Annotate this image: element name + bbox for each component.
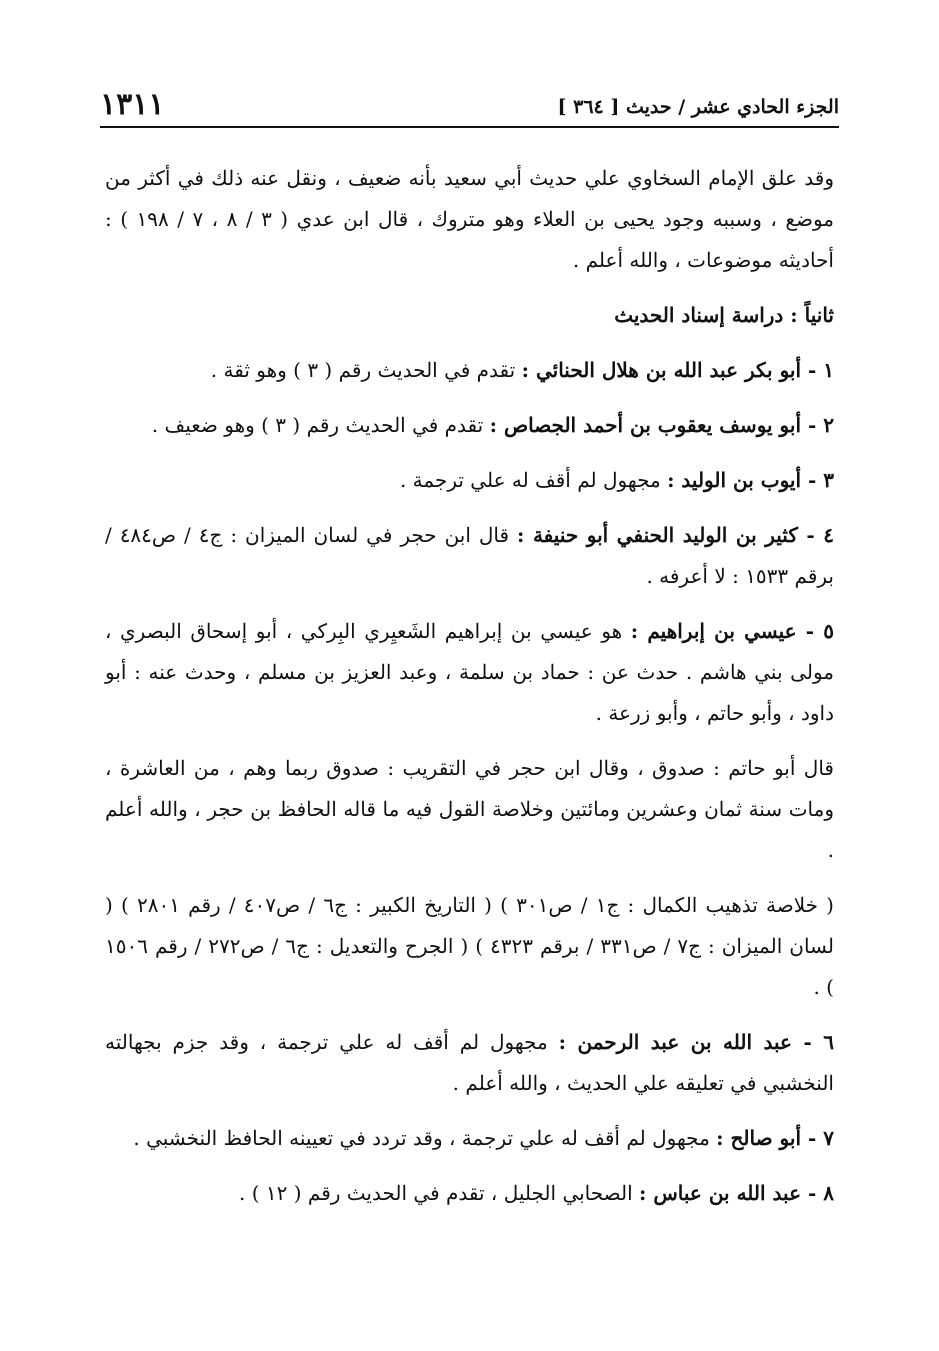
header-rule (100, 126, 839, 128)
narrator-entry (105, 1173, 834, 1214)
narrator-name: ٤ - كثير بن الوليد الحنفي أبو حنيفة : (517, 523, 834, 547)
narrator-name: ٧ - أبو صالح : (716, 1126, 834, 1150)
narrator-name: ٢ - أبو يوسف يعقوب بن أحمد الجصاص : (489, 413, 834, 437)
narrator-entry (105, 611, 834, 734)
narrator-name: ٨ - عبد الله بن عباس : (639, 1181, 834, 1205)
running-title: الجزء الحادي عشر / حديث [ ٣٦٤ ] (557, 96, 839, 118)
grading-paragraph: قال أبو حاتم : صدوق ، وقال ابن حجر في التقريب : صدوق ربما وهم ، من العاشرة ، ومات سنة ثمان وعشرين ومائتين وخلاصة القول فيه ما قاله الحافظ بن حجر ، والله أعلم . (105, 756, 834, 862)
section-heading: ثانياً : دراسة إسناد الحديث (614, 303, 834, 327)
narrator-text: مجهول لم أقف له علي ترجمة . (399, 468, 668, 492)
narrator-entry (105, 1118, 834, 1159)
page-number: ١٣١١ (100, 87, 165, 122)
intro-paragraph: وقد علق الإمام السخاوي علي حديث أبي سعيد بأنه ضعيف ، ونقل عنه ذلك في أكثر من موضع ، وسببه وجود يحيى بن العلاء وهو متروك ، قال ابن عدي ( ٣ / ٨ ، ٧ / ١٩٨ ) : أحاديثه موضوعات ، والله أعلم . (105, 166, 835, 272)
narrator-entry (105, 405, 834, 446)
narrator-text: مجهول لم أقف له علي ترجمة ، وقد تردد في تعيينه الحافظ النخشبي . (133, 1126, 717, 1150)
narrator-text: هو عيسي بن إبراهيم الشَعيِري البِركي ، أبو إسحاق البصري ، مولى بني هاشم . حدث عن : حماد بن سلمة ، وعبد العزيز بن مسلم ، وحدث عنه : أبو داود ، وأبو حاتم ، وأبو زرعة . (105, 619, 834, 725)
narrator-entry (105, 350, 834, 391)
narrator-name: ١ - أبو بكر عبد الله بن هلال الحنائي : (521, 358, 834, 382)
narrator-text: مجهول لم أقف له علي ترجمة ، وقد جزم بجهالته النخشبي في تعليقه علي الحديث ، والله أعلم . (105, 1030, 834, 1095)
narrator-name: ٣ - أيوب بن الوليد : (667, 468, 834, 492)
narrator-text: تقدم في الحديث رقم ( ٣ ) وهو ضعيف . (151, 413, 490, 437)
narrator-entry (105, 460, 834, 501)
narrator-text: الصحابي الجليل ، تقدم في الحديث رقم ( ١٢ ) . (239, 1181, 640, 1205)
narrator-entry (105, 515, 834, 597)
narrator-text: تقدم في الحديث رقم ( ٣ ) وهو ثقة . (210, 358, 522, 382)
narrator-entry (105, 1022, 834, 1104)
page-body (105, 158, 834, 1228)
narrator-name: ٥ - عيسي بن إبراهيم : (630, 619, 834, 643)
narrator-text: قال ابن حجر في لسان الميزان : ج٤ / ص٤٨٤ / برقم ١٥٣٣ : لا أعرفه . (105, 523, 834, 588)
narrator-name: ٦ - عبد الله بن عبد الرحمن : (558, 1030, 834, 1054)
page-header (100, 82, 839, 122)
references-paragraph: ( خلاصة تذهيب الكمال : ج١ / ص٣٠١ ) ( التاريخ الكبير : ج٦ / ص٤٠٧ / رقم ٢٨٠١ ) ( لسان الميزان : ج٧ / ص٣٣١ / برقم ٤٣٢٣ ) ( الجرح والتعديل : ج٦ / ص٢٧٢ / رقم ١٥٠٦ ) . (105, 893, 834, 999)
